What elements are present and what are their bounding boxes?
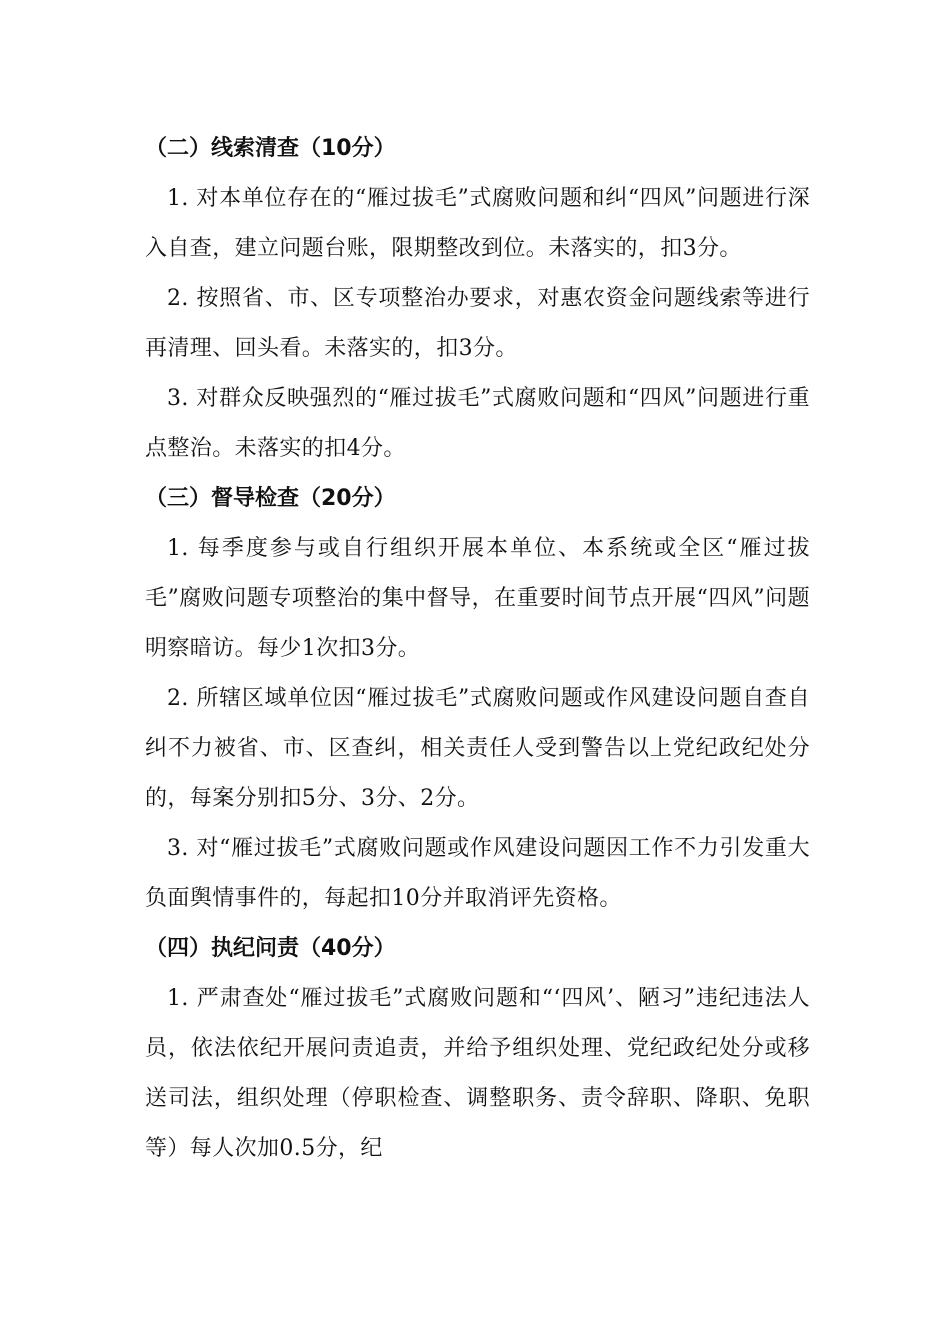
section-heading: （二）线索清查（10分） [145, 136, 396, 161]
section-heading: （四）执纪问责（40分） [145, 936, 396, 961]
section-item: 3. 对群众反映强烈的“雁过拔毛”式腐败问题和“四风”问题进行重点整治。未落实的扣4分。 [145, 386, 810, 461]
section-supervision-inspection [145, 474, 810, 924]
section-item: 1. 每季度参与或自行组织开展本单位、本系统或全区“雁过拔毛”腐败问题专项整治的集中督导，在重要时间节点开展“四风”问题明察暗访。每少1次扣3分。 [145, 536, 810, 661]
section-item: 1. 严肃查处“雁过拔毛”式腐败问题和“‘四风’、陋习”违纪违法人员，依法依纪开展问责追责，并给予组织处理、党纪政纪处分或移送司法，组织处理（停职检查、调整职务、责令辞职、降职、免职等）每人次加0.5分，纪 [145, 986, 810, 1161]
section-item: 1. 对本单位存在的“雁过拔毛”式腐败问题和纠“四风”问题进行深入自查，建立问题台账，限期整改到位。未落实的，扣3分。 [145, 186, 810, 261]
document-body [145, 124, 810, 1174]
section-discipline-accountability [145, 924, 810, 1174]
section-heading: （三）督导检查（20分） [145, 486, 396, 511]
section-item: 3. 对“雁过拔毛”式腐败问题或作风建设问题因工作不力引发重大负面舆情事件的，每起扣10分并取消评先资格。 [145, 836, 810, 911]
section-item: 2. 按照省、市、区专项整治办要求，对惠农资金问题线索等进行再清理、回头看。未落实的，扣3分。 [145, 286, 810, 361]
section-clue-check [145, 124, 810, 474]
section-item: 2. 所辖区域单位因“雁过拔毛”式腐败问题或作风建设问题自查自纠不力被省、市、区查纠，相关责任人受到警告以上党纪政纪处分的，每案分别扣5分、3分、2分。 [145, 686, 810, 811]
